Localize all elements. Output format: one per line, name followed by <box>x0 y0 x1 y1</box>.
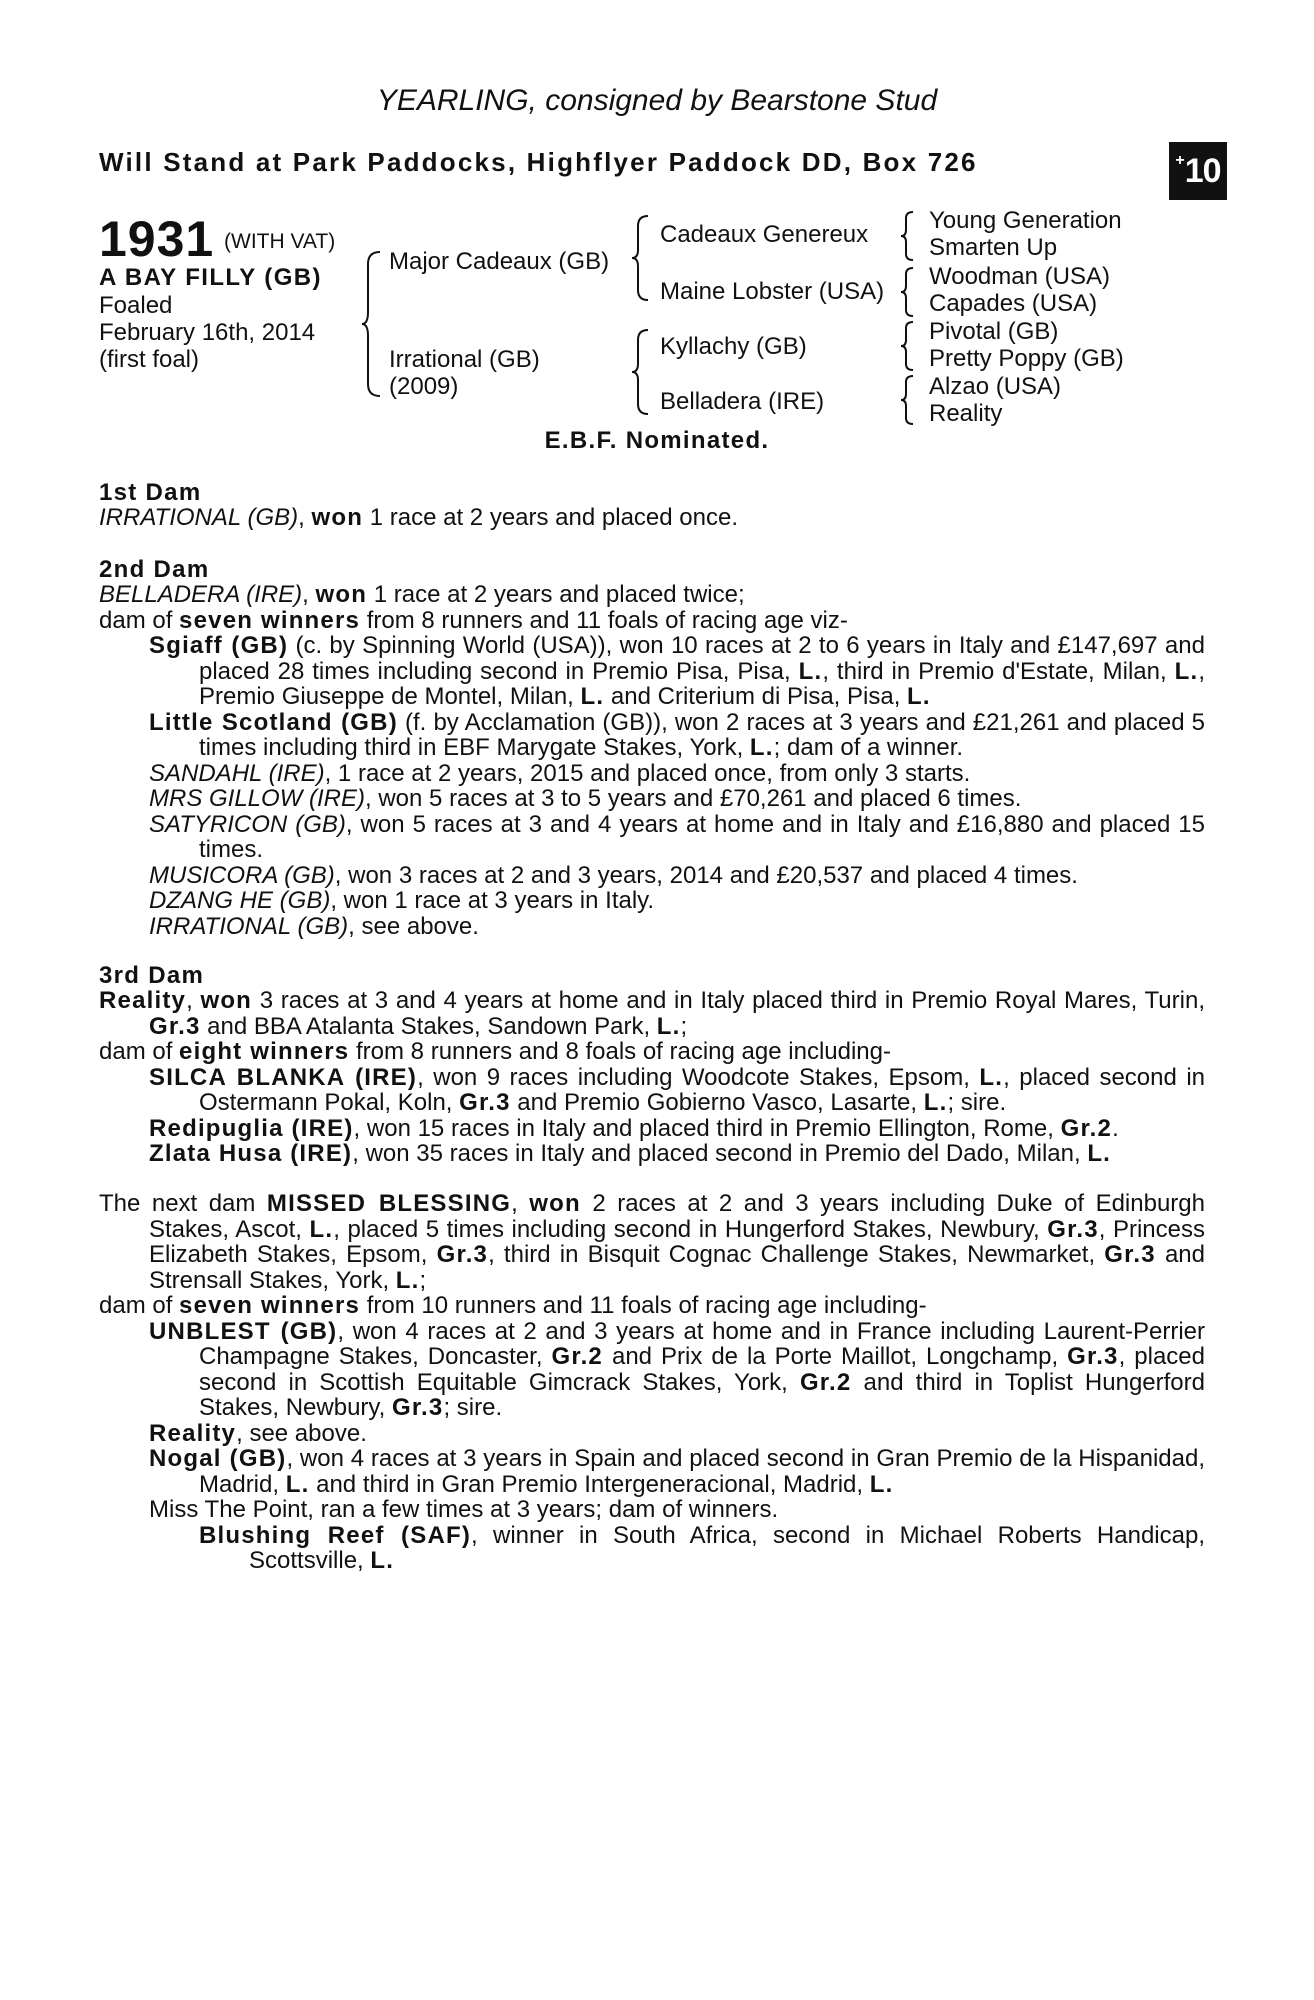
produce-blushing-reef <box>99 1523 1205 1574</box>
horse-name: UNBLEST (GB) <box>149 1317 338 1345</box>
race-record: , won 35 races in Italy and placed second in Premio del Dado, Milan, <box>352 1140 1088 1167</box>
race-record: , third in Premio d'Estate, Milan, <box>822 657 1175 685</box>
second-dam-name: BELLADERA (IRE) <box>99 581 303 608</box>
horse-name: Reality <box>149 1419 237 1447</box>
grade-gr3: Gr.3 <box>1047 1215 1099 1243</box>
lot-badge <box>1169 142 1227 200</box>
pedigree-brace-dd <box>899 374 915 426</box>
pedigree-brace-sire <box>630 214 650 304</box>
horse-description: A BAY FILLY (GB) <box>99 264 322 291</box>
race-record: , won 5 races at 3 and 4 years at home and in Italy and £16,880 and placed 15 times. <box>199 810 1205 863</box>
third-dam-record: Reality, won 3 races at 3 and 4 years at home and in Italy placed third in Premio Royal Mares, Turin, Gr.3 and BBA Atalanta Stakes, Sandown Park, L.; <box>99 987 1205 1040</box>
dam-of-label: dam of <box>99 606 180 634</box>
first-dam-won: won <box>311 504 364 531</box>
race-record: , won 1 race at 3 years in Italy. <box>330 887 655 914</box>
race-record: (c. by Spinning World (USA)), won 10 races at 2 to 6 years in Italy and £147,697 and placed 28 times including second in Premio Pisa, Pisa, <box>199 632 1205 685</box>
second-dam-won: won <box>315 581 368 608</box>
first-foal-note: (first foal) <box>99 346 200 373</box>
pedigree-brace-sire-dam <box>360 250 382 400</box>
winners-count: eight winners <box>179 1038 350 1065</box>
horse-name: Sgiaff (GB) <box>149 632 289 659</box>
third-dam-name: Reality <box>99 987 187 1014</box>
grade-listed: L. <box>395 1266 420 1294</box>
lot-number: 1931 <box>99 211 215 267</box>
produce-irrational <box>99 914 1205 940</box>
pedigree-brace-ss <box>899 210 915 262</box>
grade-listed: L. <box>1087 1140 1112 1167</box>
stand-location: Will Stand at Park Paddocks, Highflyer Paddock DD, Box 726 <box>99 147 978 177</box>
produce-silca-blanka <box>99 1065 1205 1116</box>
runners-foals: from 8 runners and 8 foals of racing age including- <box>349 1038 891 1065</box>
race-record: and Premio Gobierno Vasco, Lasarte, <box>510 1089 924 1116</box>
race-record: Miss The Point, ran a few times at 3 years; dam of winners. <box>149 1496 779 1523</box>
produce-little-scotland <box>99 710 1205 761</box>
runners-foals: from 8 runners and 11 foals of racing age viz- <box>360 606 848 634</box>
race-record: , Premio Giuseppe de Montel, Milan, <box>199 657 1206 710</box>
race-record: , won 4 races at 2 and 3 years at home and in France including Laurent-Perrier Champagne Stakes, Doncaster, <box>199 1317 1205 1370</box>
race-record: ; sire. <box>947 1089 1007 1116</box>
grade-gr3: Gr.3 <box>1104 1241 1156 1268</box>
next-dam-intro: The next dam <box>99 1190 267 1217</box>
horse-name: Nogal (GB) <box>149 1445 287 1472</box>
horse-name: IRRATIONAL (GB) <box>149 912 349 940</box>
grade-gr2: Gr.2 <box>1060 1114 1113 1142</box>
dam-of-label: dam of <box>99 1038 180 1065</box>
race-record: (f. by Acclamation (GB)), won 2 races at 3 years and £21,261 and placed 5 times including third in EBF Marygate Stakes, York, <box>199 708 1206 761</box>
second-dam-heading: 2nd Dam <box>99 556 210 583</box>
pedigree-sire-dam: Maine Lobster (USA) <box>660 278 885 305</box>
winners-count: seven winners <box>179 1292 361 1319</box>
foaled-date: February 16th, 2014 <box>99 319 316 346</box>
grade-listed: L. <box>285 1470 310 1498</box>
pedigree-sdd: Capades (USA) <box>929 290 1098 317</box>
grade-listed: L. <box>749 734 774 761</box>
second-dam-record: 1 race at 2 years and placed twice; <box>367 581 745 608</box>
race-record: ; <box>419 1266 427 1294</box>
dam-of-label: dam of <box>99 1292 180 1319</box>
race-record: , third in Bisquit Cognac Challenge Stakes, Newmarket, <box>488 1241 1105 1268</box>
horse-name: DZANG HE (GB) <box>149 887 331 914</box>
produce-nogal <box>99 1446 1205 1497</box>
race-record: and Criterium di Pisa, Pisa, <box>604 683 908 710</box>
grade-gr2: Gr.2 <box>799 1368 852 1396</box>
grade-listed: L. <box>1174 657 1199 685</box>
foaled-label: Foaled <box>99 292 173 319</box>
produce-unblest <box>99 1319 1205 1421</box>
produce-miss-the-point <box>99 1497 1205 1523</box>
race-record: ; <box>680 1012 688 1040</box>
race-record: , winner in South Africa, second in Michael Roberts Handicap, Scottsville, <box>249 1521 1206 1574</box>
ebf-nominated: E.B.F. Nominated. <box>544 427 770 454</box>
horse-name: MUSICORA (GB) <box>149 861 335 889</box>
next-dam-section <box>99 1191 1205 1574</box>
first-dam-text: IRRATIONAL (GB), won 1 race at 2 years and placed once. <box>99 504 738 531</box>
grade-listed: L. <box>907 683 931 710</box>
second-dam-section: BELLADERA (IRE), won 1 race at 2 years and placed twice; dam of seven winners from 8 runners and 11 foals of racing age viz- Sgiaff (GB) (c. by Spinning World (USA)), won 10 races at 2 to 6 years in Italy and £147,697 and placed 28 times including second in Premio Pisa, Pisa, L., third in Premio d'Estate, Milan, L., Premio Giuseppe de Montel, Milan, L. and Criterium di Pisa, Pisa, L. Little Scotland (GB) (f. by Acclamation (GB)), won 2 races at 3 years and £21,261 and placed 5 times including third in EBF Marygate Stakes, York, L.; dam of a winner. SANDAHL (IRE), 1 race at 2 years, 2015 and placed once, from only 3 starts. MRS GILLOW (IRE), won 5 races at 3 to 5 years and £70,261 and placed 6 times. SATYRICON (GB), won 5 races at 3 and 4 years at home and in Italy and £16,880 and placed 15 times. MUSICORA (GB), won 3 races at 2 and 3 years, 2014 and £20,537 and placed 4 times. DZANG HE (GB), won 1 race at 3 years in Italy. IRRATIONAL (GB), see above. <box>99 581 1206 940</box>
next-dam-name: MISSED BLESSING <box>266 1190 512 1217</box>
pedigree-sss: Young Generation <box>929 207 1122 234</box>
grade-gr3: Gr.3 <box>436 1241 489 1268</box>
first-dam-name: IRRATIONAL (GB) <box>99 504 299 531</box>
race-record: , placed 5 times including second in Hungerford Stakes, Newbury, <box>333 1215 1048 1243</box>
race-record: , won 15 races in Italy and placed third in Premio Ellington, Rome, <box>353 1114 1061 1142</box>
horse-name: SILCA BLANKA (IRE) <box>149 1063 418 1091</box>
badge-number: 10 <box>1184 151 1221 190</box>
race-record: , see above. <box>348 912 479 940</box>
produce-musicora <box>99 863 1205 889</box>
horse-name: MRS GILLOW (IRE) <box>149 785 366 812</box>
race-record: ; sire. <box>443 1394 503 1421</box>
pedigree-dam: Irrational (GB) <box>389 346 540 373</box>
race-record: 2 races at 2 and 3 years including Duke of Edinburgh Stakes, Ascot, <box>149 1190 1205 1243</box>
produce-sgiaff <box>99 633 1205 710</box>
grade-listed: L. <box>370 1547 395 1574</box>
badge-plus: + <box>1175 152 1184 169</box>
next-dam-won: won <box>529 1190 581 1217</box>
pedigree-sds: Woodman (USA) <box>929 263 1110 290</box>
race-record: , 1 race at 2 years, 2015 and placed once, from only 3 starts. <box>324 759 971 787</box>
race-record: and third in Toplist Hungerford Stakes, Newbury, <box>199 1368 1205 1421</box>
grade-listed: L. <box>309 1215 334 1243</box>
horse-name: Redipuglia (IRE) <box>149 1114 354 1142</box>
grade-gr3: Gr.3 <box>391 1394 444 1421</box>
pedigree-brace-dam <box>630 328 650 418</box>
grade-gr3: Gr.3 <box>1067 1343 1119 1370</box>
race-record: , placed second in Scottish Equitable Gimcrack Stakes, York, <box>199 1343 1205 1396</box>
grade-listed: L. <box>798 657 823 685</box>
horse-name: Blushing Reef (SAF) <box>199 1521 472 1549</box>
produce-zlata-husa <box>99 1141 1205 1167</box>
race-record: 3 races at 3 and 4 years at home and in Italy placed third in Premio Royal Mares, Turin, <box>252 987 1205 1014</box>
pedigree-brace-ds <box>899 320 915 372</box>
pedigree-dam-dam: Belladera (IRE) <box>660 388 825 415</box>
produce-reality <box>99 1421 1205 1447</box>
pedigree-sire-sire: Cadeaux Genereux <box>660 221 869 248</box>
produce-satyricon <box>99 812 1205 863</box>
third-dam-section <box>99 988 1205 1167</box>
race-record: and BBA Atalanta Stakes, Sandown Park, <box>200 1012 657 1040</box>
winners-count: seven winners <box>179 606 361 634</box>
grade-listed: L. <box>979 1063 1004 1091</box>
pedigree-dss: Pivotal (GB) <box>929 318 1059 345</box>
race-record: , won 9 races including Woodcote Stakes, Epsom, <box>417 1063 980 1091</box>
pedigree-dam-sire: Kyllachy (GB) <box>660 333 807 360</box>
grade-gr2: Gr.2 <box>551 1343 603 1370</box>
race-record: . <box>1112 1114 1119 1142</box>
race-record: , won 4 races at 3 years in Spain and placed second in Gran Premio de la Hispanidad, Madrid, <box>199 1445 1205 1498</box>
race-record: ; dam of a winner. <box>773 734 964 761</box>
race-record: , Princess Elizabeth Stakes, Epsom, <box>149 1215 1205 1268</box>
horse-name: Little Scotland (GB) <box>149 708 398 736</box>
grade-listed: L. <box>869 1470 894 1498</box>
pedigree-sire: Major Cadeaux (GB) <box>389 248 610 275</box>
race-record: and Prix de la Porte Maillot, Longchamp, <box>602 1343 1068 1370</box>
grade-listed: L. <box>656 1012 681 1040</box>
grade-listed: L. <box>580 683 605 710</box>
produce-mrs-gillow <box>99 786 1205 812</box>
grade-gr3: Gr.3 <box>149 1012 201 1040</box>
pedigree-dam-year: (2009) <box>389 373 459 400</box>
produce-redipuglia <box>99 1116 1205 1142</box>
horse-name: SATYRICON (GB) <box>149 810 346 838</box>
race-record: , won 3 races at 2 and 3 years, 2014 and £20,537 and placed 4 times. <box>334 861 1078 889</box>
first-dam-record: 1 race at 2 years and placed once. <box>363 504 738 531</box>
produce-dzang-he <box>99 888 1205 914</box>
pedigree-brace-sd <box>899 266 915 318</box>
pedigree-ddd: Reality <box>929 400 1003 427</box>
pedigree-dsd: Pretty Poppy (GB) <box>929 345 1124 372</box>
pedigree-ssd: Smarten Up <box>929 234 1058 261</box>
third-dam-heading: 3rd Dam <box>99 962 205 989</box>
race-record: and third in Gran Premio Intergeneracional, Madrid, <box>309 1470 870 1498</box>
third-dam-won: won <box>200 987 253 1014</box>
grade-listed: L. <box>923 1089 948 1116</box>
next-dam-record: The next dam MISSED BLESSING, won 2 races at 2 and 3 years including Duke of Edinburgh Stakes, Ascot, L., placed 5 times including second in Hungerford Stakes, Newbury, Gr.3, Princess Elizabeth Stakes, Epsom, Gr.3, third in Bisquit Cognac Challenge Stakes, Newmarket, Gr.3 and Strensall Stakes, York, L.; <box>99 1190 1205 1294</box>
produce-sandahl <box>99 761 1205 787</box>
runners-foals: from 10 runners and 11 foals of racing age including- <box>360 1292 927 1319</box>
horse-name: Zlata Husa (IRE) <box>149 1140 353 1167</box>
race-record: , placed second in Ostermann Pokal, Koln, <box>199 1063 1206 1116</box>
vat-note: (WITH VAT) <box>224 230 336 253</box>
race-record: , won 5 races at 3 to 5 years and £70,261 and placed 6 times. <box>365 785 1022 812</box>
grade-gr3: Gr.3 <box>459 1089 511 1116</box>
race-record: , see above. <box>236 1419 367 1447</box>
pedigree-dds: Alzao (USA) <box>929 373 1062 400</box>
horse-name: SANDAHL (IRE) <box>149 759 325 787</box>
first-dam-heading: 1st Dam <box>99 479 202 506</box>
race-record: and Strensall Stakes, York, <box>149 1241 1205 1294</box>
consignor-line: YEARLING, consigned by Bearstone Stud <box>376 84 938 117</box>
